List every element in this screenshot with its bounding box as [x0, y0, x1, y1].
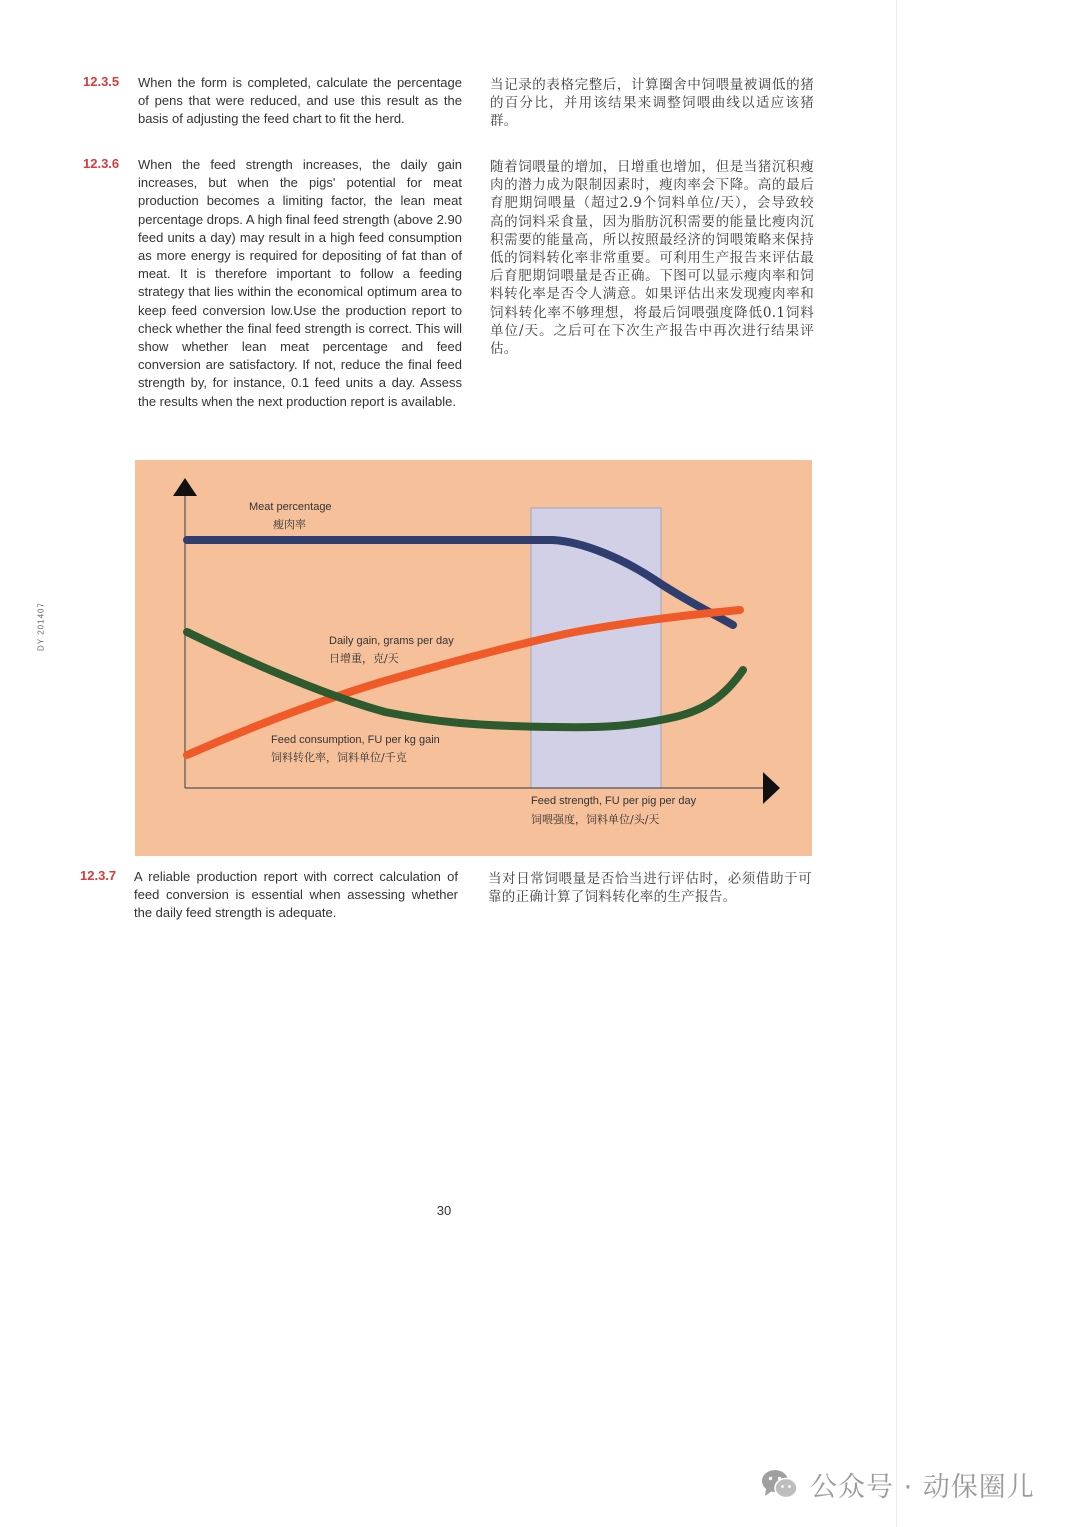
meat-label-zh: 瘦肉率: [273, 518, 306, 531]
diagram-svg: [135, 460, 812, 856]
section-12-3-6-chinese: 随着饲喂量的增加，日增重也增加，但是当猪沉积瘦肉的潜力成为限制因素时，瘦肉率会下降。高的最后育肥期饲喂量（超过2.9个饲料单位/天），会导致较高的饲料采食量，因为脂肪沉积需要的能量比瘦肉沉积需要的能量高，所以按照最经济的饲喂策略来保持低的饲料转化率非常重要。可利用生产报告来评估最后育肥期饲喂量是否正确。下图可以显示瘦肉率和饲料转化率是否令人满意。如果评估出来发现瘦肉率和饲料转化率不够理想，将最后饲喂强度降低0.1饲料单位/天。之后可在下次生产报告中再次进行结果评估。: [490, 159, 814, 358]
side-print-code: [26, 600, 56, 660]
meat-label-en: Meat percentage: [249, 501, 332, 513]
watermark-text: 公众号 · 动保圈儿: [810, 1471, 1035, 1503]
side-code-text: DY 201407: [36, 602, 46, 651]
feed-label-zh: 饲料转化率，饲料单位/千克: [271, 751, 407, 764]
gain-label-en: Daily gain, grams per day: [329, 635, 454, 647]
section-number-12-3-7: 12.3.7: [80, 868, 117, 883]
section-number-12-3-6: 12.3.6: [83, 156, 120, 171]
section-12-3-7-english: A reliable production report with correct calculation of feed conversion is essential when assessing whether the daily feed strength is adequate.: [134, 869, 458, 921]
section-number-12-3-5: 12.3.5: [83, 74, 120, 89]
x-axis-label-zh: 饲喂强度，饲料单位/头/天: [531, 813, 660, 826]
section-12-3-6-english: When the feed strength increases, the daily gain increases, but when the pigs' potential for meat production becomes a limiting factor, the lean meat percentage drops. A high final feed strength (above 2.90 feed units a day) may result in a high feed consumption as more energy is required for depositing of fat than of meat. It is therefore important to follow a feeding strategy that lies within the economical optimum area to keep feed conversion low.Use the production report to check whether the final feed strength is correct. This will show whether lean meat percentage and feed conversion are satisfactory. If not, reduce the final feed strength by, for instance, 0.1 feed units a day. Assess the results when the next production report is available.: [138, 157, 462, 409]
feed-strength-diagram: [135, 460, 812, 856]
feed-label-en: Feed consumption, FU per kg gain: [271, 734, 440, 746]
gain-label-zh: 日增重，克/天: [329, 652, 399, 665]
x-axis-label-en: Feed strength, FU per pig per day: [531, 795, 697, 807]
section-12-3-5-chinese: 当记录的表格完整后，计算圈舍中饲喂量被调低的猪的百分比，并用该结果来调整饲喂曲线以适应该猪群。: [490, 77, 814, 130]
wechat-icon: [760, 1467, 800, 1501]
page-edge-line: [896, 0, 897, 1527]
page-number: 30: [436, 1203, 452, 1218]
section-12-3-7-chinese: 当对日常饲喂量是否恰当进行评估时，必须借助于可靠的正确计算了饲料转化率的生产报告。: [488, 871, 812, 906]
watermark: [760, 1464, 1035, 1504]
section-12-3-5-english: When the form is completed, calculate the percentage of pens that were reduced, and use this result as the basis of adjusting the feed chart to fit the herd.: [138, 75, 462, 127]
